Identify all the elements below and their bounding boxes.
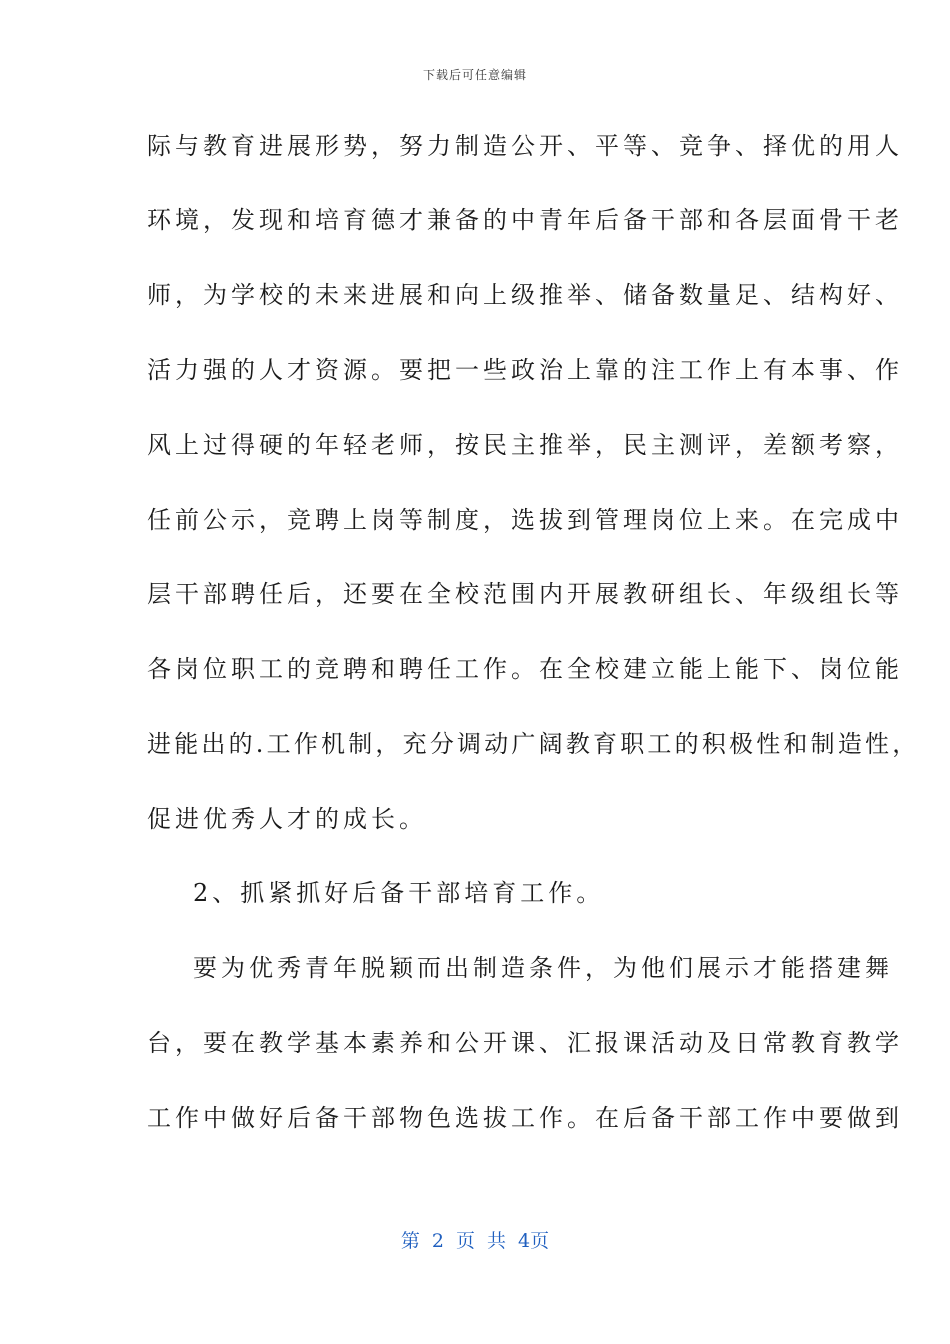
text-line: 际与教育进展形势，努力制造公开、平等、竞争、择优的用人 <box>147 132 903 160</box>
text-line: 任前公示，竞聘上岗等制度，选拔到管理岗位上来。在完成中 <box>147 506 903 534</box>
text-line: 活力强的人才资源。要把一些政治上靠的注工作上有本事、作 <box>147 356 903 384</box>
page-footer <box>0 1226 950 1253</box>
text-line: 进能出的.工作机制，充分调动广阔教育职工的积极性和制造性， <box>147 730 920 758</box>
text-line: 要为优秀青年脱颖而出制造条件，为他们展示才能搭建舞 <box>193 954 893 982</box>
text-line: 环境，发现和培育德才兼备的中青年后备干部和各层面骨干老 <box>147 206 903 234</box>
text-line: 促进优秀人才的成长。 <box>147 805 427 833</box>
footer-prefix: 第 <box>400 1230 420 1252</box>
footer-page-total: 4页 <box>518 1230 550 1252</box>
text-line: 工作中做好后备干部物色选拔工作。在后备干部工作中要做到 <box>147 1104 903 1132</box>
text-line: 师，为学校的未来进展和向上级推举、储备数量足、结构好、 <box>147 281 903 309</box>
footer-page-current: 2 <box>431 1230 444 1252</box>
text-line: 风上过得硬的年轻老师，按民主推举，民主测评，差额考察， <box>147 431 903 459</box>
text-line: 层干部聘任后，还要在全校范围内开展教研组长、年级组长等 <box>147 580 903 608</box>
text-line: 各岗位职工的竞聘和聘任工作。在全校建立能上能下、岗位能 <box>147 655 903 683</box>
footer-middle: 页 共 <box>455 1230 507 1252</box>
page-header: 下载后可任意编辑 <box>422 68 527 82</box>
text-line: 台，要在教学基本素养和公开课、汇报课活动及日常教育教学 <box>147 1029 903 1057</box>
section-heading: 2、抓紧抓好后备干部培育工作。 <box>193 879 605 907</box>
